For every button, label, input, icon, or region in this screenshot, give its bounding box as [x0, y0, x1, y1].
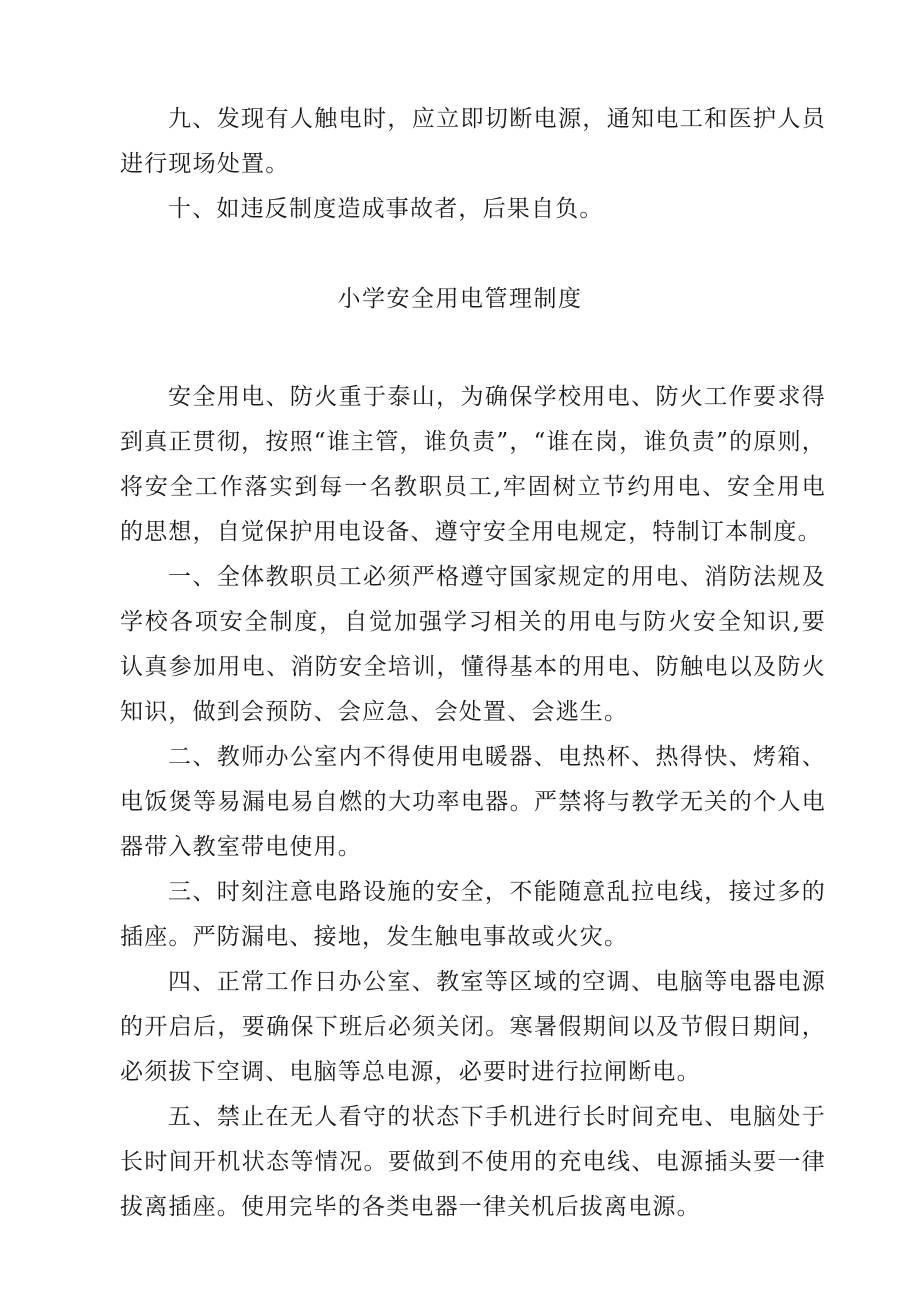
rule-3: 三、时刻注意电路设施的安全，不能随意乱拉电线，接过多的插座。严防漏电、接地，发生触电事故或火灾。	[120, 879, 826, 950]
rule-5: 五、禁止在无人看守的状态下手机进行长时间充电、电脑处于长时间开机状态等情况。要做到不使用的充电线、电源插头要一律拔离插座。使用完毕的各类电器一律关机后拔离电源。	[120, 1104, 826, 1220]
clause-10: 十、如违反制度造成事故者，后果自负。	[168, 196, 604, 222]
clause-9: 九、发现有人触电时，应立即切断电源，通知电工和医护人员进行现场处置。	[120, 106, 826, 177]
rule-2: 二、教师办公室内不得使用电暖器、电热杯、热得快、烤箱、电饭煲等易漏电易自燃的大功率电器。严禁将与教学无关的个人电器带入教室带电使用。	[120, 744, 826, 860]
rule-1: 一、全体教职员工必须严格遵守国家规定的用电、消防法规及学校各项安全制度，自觉加强学习相关的用电与防火安全知识,要认真参加用电、消防安全培训，懂得基本的用电、防触电以及防火知识，做到会预防、会应急、会处置、会逃生。	[120, 564, 826, 725]
document-title: 小学安全用电管理制度	[337, 286, 583, 312]
rule-4: 四、正常工作日办公室、教室等区域的空调、电脑等电器电源的开启后，要确保下班后必须关闭。寒暑假期间以及节假日期间，必须拔下空调、电脑等总电源，必要时进行拉闸断电。	[120, 969, 826, 1085]
preamble-paragraph: 安全用电、防火重于泰山，为确保学校用电、防火工作要求得到真正贯彻，按照“谁主管，谁负责”，“谁在岗，谁负责”的原则，将安全工作落实到每一名教职员工,牢固树立节约用电、安全用电的思想，自觉保护用电设备、遵守安全用电规定，特制订本制度。	[120, 384, 826, 545]
